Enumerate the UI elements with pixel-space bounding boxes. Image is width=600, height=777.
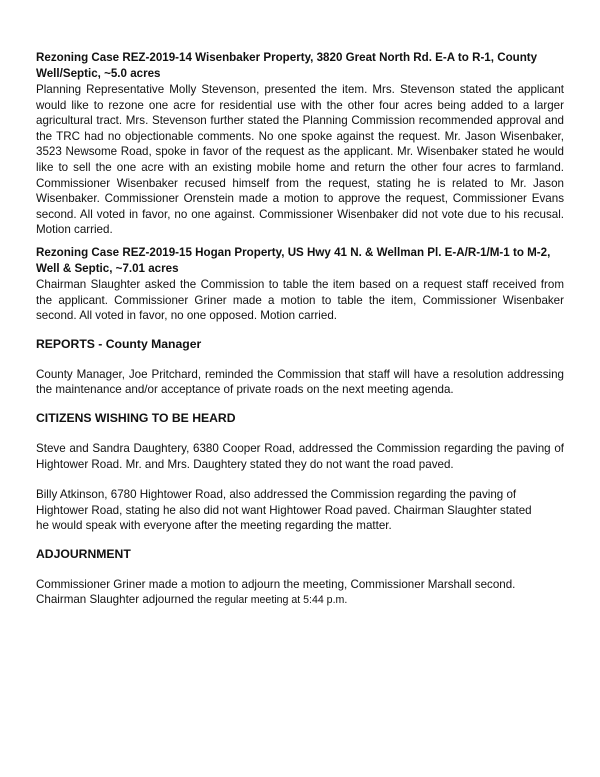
adjournment-line: Commissioner Griner made a motion to adjourn the meeting, Commissioner Marshall second.	[36, 577, 516, 591]
citizens-heading: CITIZENS WISHING TO BE HEARD	[36, 410, 236, 425]
case-2-heading: Rezoning Case REZ-2019-15 Hogan Property, US Hwy 41 N. & Wellman Pl. E-A/R-1/M-1 to M-2, Well & Septic, ~7.01 acres	[36, 245, 551, 275]
reports-heading: REPORTS - County Manager	[36, 336, 202, 351]
case-1-body: Planning Representative Molly Stevenson, presented the item. Mrs. Stevenson stated the applicant would like to rezone one acre for residential use with the other four acres being added to a larger agricultural tract. Mrs. Stevenson further stated the Planning Commission recommended approval and the TRC had no objectionable comments. No one spoke against the request. Mr. Jason Wisenbaker, 3523 Newsome Road, spoke in favor of the request as the applicant. Mr. Wisenbaker stated he would like to sell the one acre with an existing mobile home and return the other four acres to farmland. Commissioner Wisenbaker recused himself from the request, stating he is related to Mr. Jason Wisenbaker. Commissioner Orenstein made a motion to approve the request, Commissioner Evans second. All voted in favor, no one against. Commissioner Wisenbaker did not vote due to his recusal. Motion carried.	[36, 83, 564, 237]
reports-body: County Manager, Joe Pritchard, reminded the Commission that staff will have a resolution addressing the maintenance and/or acceptance of private roads on the next meeting agenda.	[36, 367, 564, 397]
adjournment-heading: ADJOURNMENT	[36, 546, 131, 561]
adjournment-line-start: Chairman Slaughter adjourned	[36, 593, 198, 607]
adjournment-body	[36, 577, 564, 609]
citizens-paragraph-2-line: Billy Atkinson, 6780 Hightower Road, also addressed the Commission regarding the paving of	[36, 488, 517, 502]
case-2-body: Chairman Slaughter asked the Commission to table the item based on a request staff received from the applicant. Commissioner Griner made a motion to table the item, Commissioner Wisenbaker second. All voted in favor, no one opposed. Motion carried.	[36, 277, 564, 323]
minutes-page	[36, 50, 564, 609]
adjournment-line	[36, 592, 564, 609]
citizens-paragraph-2-line: he would speak with everyone after the meeting regarding the matter.	[36, 519, 392, 533]
case-1-heading: Rezoning Case REZ-2019-14 Wisenbaker Property, 3820 Great North Rd. E-A to R-1, County Well/Septic, ~5.0 acres	[36, 51, 538, 80]
adjournment-line-end: the regular meeting at 5:44 p.m.	[197, 594, 348, 607]
citizens-paragraph-2	[36, 487, 564, 534]
citizens-paragraph-1: Steve and Sandra Daughtery, 6380 Cooper Road, addressed the Commission regarding the paving of Hightower Road. Mr. and Mrs. Daughtery stated they do not want the road paved.	[36, 441, 564, 471]
citizens-paragraph-2-line: Hightower Road, stating he also did not want Hightower Road paved. Chairman Slaughter stated	[36, 503, 532, 517]
